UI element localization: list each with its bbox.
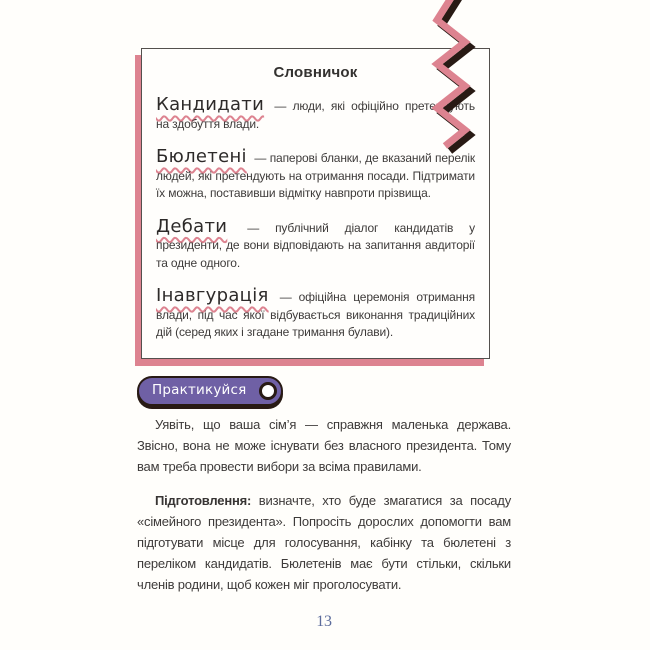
practice-paragraph-2	[137, 490, 511, 595]
glossary-entry	[156, 96, 475, 133]
preparation-text: визначте, хто буде змагатися за посаду «сімейного президента». Попросіть дорослих допомогти вам підготувати місце для голосування, кабінку та бюлетені з переліком кандидатів. Бюлетенів має бути стільки, скільки членів родини, щоб кожен міг проголосувати.	[137, 493, 511, 592]
glossary-entry	[156, 287, 475, 342]
glossary-entry	[156, 148, 475, 203]
glossary-term: Бюлетені	[156, 146, 247, 167]
practice-badge-circle-icon	[259, 382, 277, 400]
glossary-definition: — паперові бланки, де вказаний перелік людей, які претендують на отримання посади. Підтримати їх можна, поставивши відмітку навпроти прізвища.	[156, 151, 476, 200]
glossary-definition: — офіційна церемонія отримання влади, під час якої відбувається виконання традиційних дій (серед яких і згадане тримання булави).	[156, 290, 475, 339]
practice-section	[137, 414, 511, 632]
glossary-definition: — публічний діалог кандидатів у президенти, де вони відповідають на запитання авдиторії та одне одного.	[156, 220, 476, 270]
glossary-entry	[156, 215, 476, 273]
preparation-label: Підготовлення:	[155, 493, 252, 508]
glossary-box	[141, 48, 490, 359]
glossary-term: Дебати	[156, 215, 228, 237]
practice-badge-label: Практикуйся	[152, 382, 247, 398]
glossary-term: Інавгурація	[156, 285, 269, 306]
glossary-definition: — люди, які офіційно претендують на здобуття влади.	[156, 99, 475, 131]
glossary-title: Словничок	[273, 64, 358, 81]
glossary-term: Кандидати	[156, 94, 265, 115]
practice-paragraph-1: Уявіть, що ваша сім’я — справжня маленька держава. Звісно, вона не може існувати без власного президента. Тому вам треба провести вибори за всіма правилами.	[137, 417, 511, 474]
practice-badge	[137, 376, 283, 406]
page-number: 13	[316, 613, 332, 630]
